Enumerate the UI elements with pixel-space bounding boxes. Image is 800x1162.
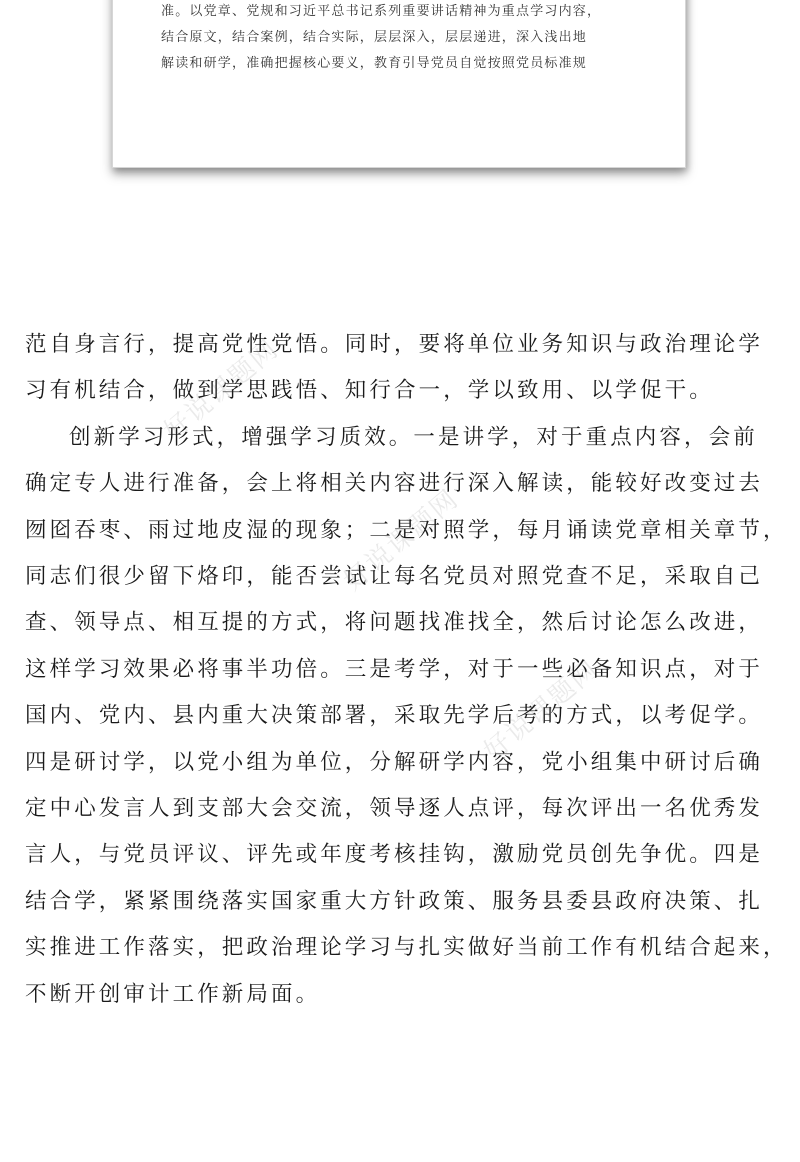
body-line: 定中心发言人到支部大会交流，领导逐人点评，每次评出一名优秀发	[25, 796, 764, 822]
body-line: 国内、党内、县内重大决策部署，采取先学后考的方式，以考促学。	[25, 703, 764, 729]
body-line: 实推进工作落实，把政治理论学习与扎实做好当前工作有机结合起来，	[25, 935, 788, 961]
body-line: 四是研讨学，以党小组为单位，分解研学内容，党小组集中研讨后确	[25, 749, 764, 775]
preview-line: 准。以党章、党规和习近平总书记系列重要讲话精神为重点学习内容，	[161, 4, 602, 19]
body-line: 范自身言行，提高党性党悟。同时，要将单位业务知识与政治理论学	[25, 332, 764, 357]
preview-line: 解读和研学，准确把握核心要义，教育引导党员自觉按照党员标准规	[161, 56, 588, 71]
paragraph-start-line: 创新学习形式，增强学习质效。一是讲学，对于重点内容，会前	[69, 424, 758, 450]
body-line: 确定专人进行准备，会上将相关内容进行深入解读，能较好改变过去	[25, 471, 764, 497]
body-line: 同志们很少留下烙印，能否尝试让每名党员对照党查不足，采取自己	[25, 564, 764, 590]
preview-line: 结合原文，结合案例，结合实际，层层深入，层层递进，深入浅出地	[161, 30, 588, 45]
body-line: 囫囵吞枣、雨过地皮湿的现象；二是对照学，每月诵读党章相关章节，	[25, 517, 788, 543]
document-body	[25, 322, 788, 1018]
body-line: 查、领导点、相互提的方式，将问题找准找全，然后讨论怎么改进，	[25, 610, 764, 636]
body-line: 言人，与党员评议、评先或年度考核挂钩，激励党员创先争优。四是	[25, 842, 764, 868]
preview-text	[161, 0, 651, 77]
document-preview-card	[112, 0, 686, 168]
body-line: 不断开创审计工作新局面。	[25, 981, 321, 1007]
body-line: 这样学习效果必将事半功倍。三是考学，对于一些必备知识点，对于	[25, 656, 764, 682]
watermark: 好说课题网	[338, 483, 465, 597]
body-line: 结合学，紧紧围绕落实国家重大方针政策、服务县委县政府决策、扎	[25, 888, 764, 914]
watermark: 好说课题网	[158, 333, 285, 447]
body-line: 习有机结合，做到学思践悟、知行合一，学以致用、以学促干。	[25, 378, 714, 404]
watermark: 好说课题网	[478, 653, 605, 767]
